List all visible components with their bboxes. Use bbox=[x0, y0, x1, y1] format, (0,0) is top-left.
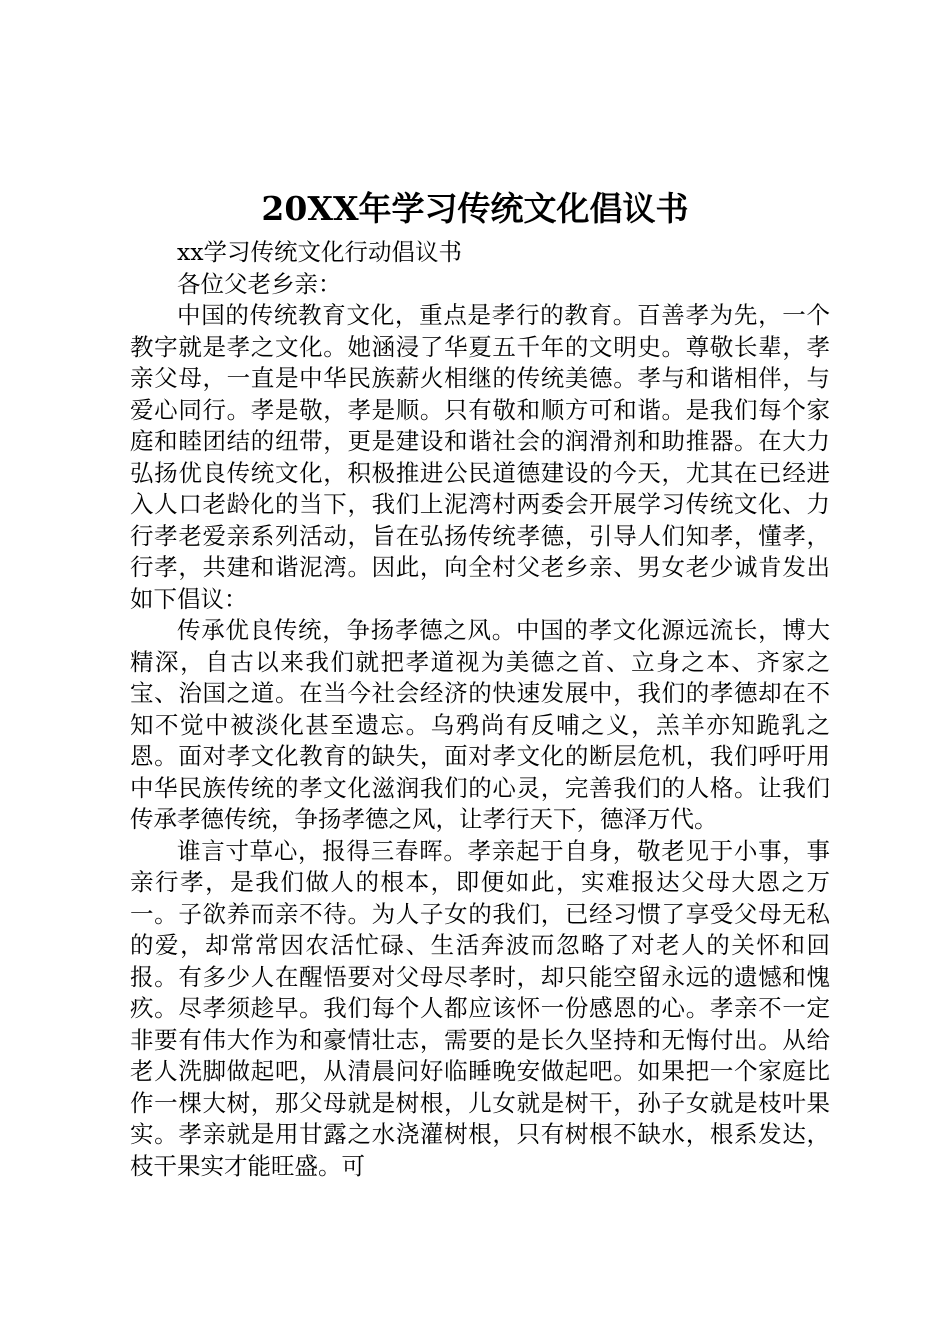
document-title: 20XX年学习传统文化倡议书 bbox=[261, 189, 689, 228]
body-paragraph: 中国的传统教育文化，重点是孝行的教育。百善孝为先，一个教字就是孝之文化。她涵浸了华夏五千年的文明史。尊敬长辈，孝亲父母，一直是中华民族薪火相继的传统美德。孝与和谐相伴，与爱心同行。孝是敬，孝是顺。只有敬和顺方可和谐。是我们每个家庭和睦团结的纽带，更是建设和谐社会的润滑剂和助推器。在大力弘扬优良传统文化，积极推进公民道德建设的今天，尤其在已经进入人口老龄化的当下，我们上泥湾村两委会开展学习传统文化、力行孝老爱亲系列活动，旨在弘扬传统孝德，引导人们知孝，懂孝，行孝，共建和谐泥湾。因此，向全村父老乡亲、男女老少诚肯发出如下倡议： bbox=[130, 301, 830, 613]
document-body bbox=[130, 237, 830, 1182]
salutation-line: 各位父老乡亲： bbox=[177, 269, 342, 298]
subtitle-line: xx学习传统文化行动倡议书 bbox=[177, 238, 463, 266]
body-paragraph: 谁言寸草心，报得三春晖。孝亲起于自身，敬老见于小事，事亲行孝，是我们做人的根本，即便如此，实难报达父母大恩之万一。子欲养而亲不待。为人子女的我们，已经习惯了享受父母无私的爱，却常常因农活忙碌、生活奔波而忽略了对老人的关怀和回报。有多少人在醒悟要对父母尽孝时，却只能空留永远的遗憾和愧疚。尽孝须趁早。我们每个人都应该怀一份感恩的心。孝亲不一定非要有伟大作为和豪情壮志，需要的是长久坚持和无悔付出。从给老人洗脚做起吧，从清晨问好临睡晚安做起吧。如果把一个家庭比作一棵大树，那父母就是树根，儿女就是树干，孙子女就是枝叶果实。孝亲就是用甘露之水浇灌树根，只有树根不缺水，根系发达，枝干果实才能旺盛。可 bbox=[130, 836, 830, 1180]
body-paragraph: 传承优良传统，争扬孝德之风。中国的孝文化源远流长，博大精深，自古以来我们就把孝道视为美德之首、立身之本、齐家之宝、治国之道。在当今社会经济的快速发展中，我们的孝德却在不知不觉中被淡化甚至遗忘。乌鸦尚有反哺之义，羔羊亦知跪乳之恩。面对孝文化教育的缺失，面对孝文化的断层危机，我们呼吁用中华民族传统的孝文化滋润我们的心灵，完善我们的人格。让我们传承孝德传统，争扬孝德之风，让孝行天下，德泽万代。 bbox=[130, 616, 830, 833]
